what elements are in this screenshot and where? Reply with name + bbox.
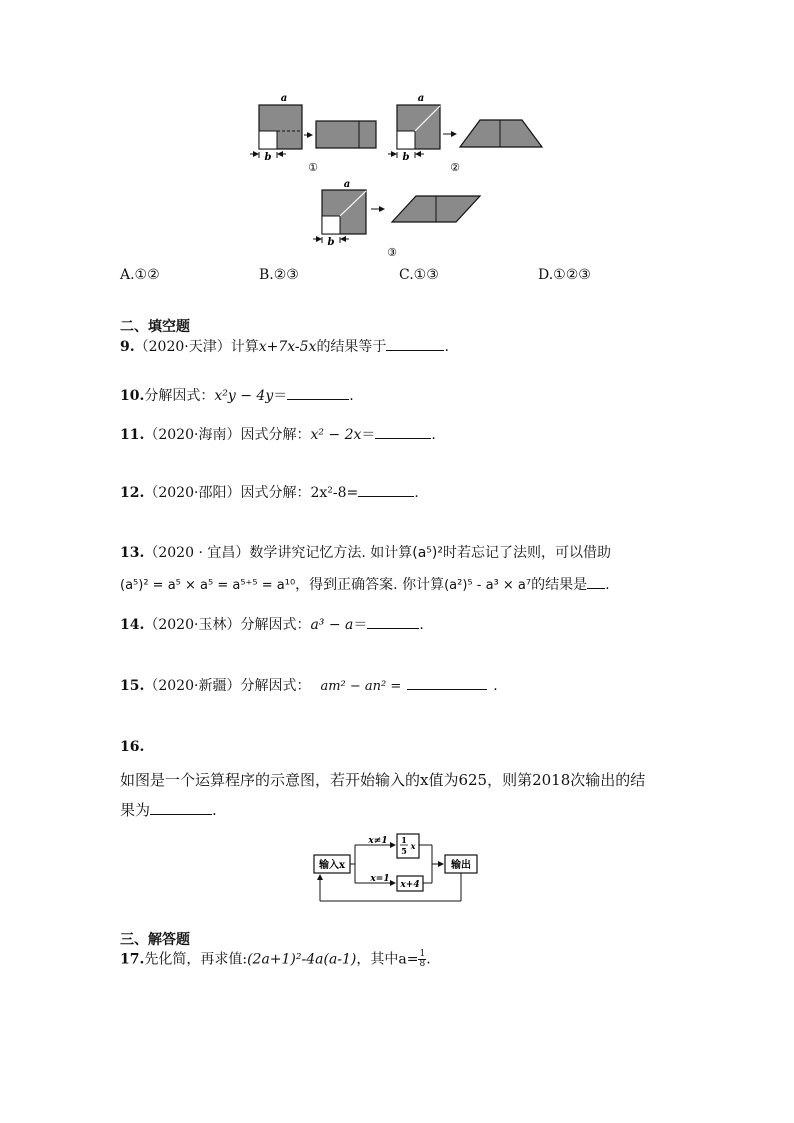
q13-line2-expression: (a⁵)² = a⁵ × a⁵ = a⁵⁺⁵ = a¹⁰ bbox=[120, 578, 296, 593]
question-13-line2: (a⁵)² = a⁵ × a⁵ = a⁵⁺⁵ = a¹⁰，得到正确答案. 你计算(a²)⁵ - a³ × a⁷的结果是 . bbox=[120, 574, 610, 595]
fig3-number: ③ bbox=[387, 246, 397, 259]
section-fill-blank-title: 二、填空题 bbox=[120, 319, 190, 335]
flow-bottom-label: x+4 bbox=[400, 880, 420, 890]
q10-number: 10. bbox=[120, 388, 145, 404]
choice-d: D.①②③ bbox=[538, 267, 591, 283]
fig2-label-b: b bbox=[402, 152, 410, 163]
q13-answer-blank[interactable] bbox=[587, 574, 605, 589]
cutting-figures bbox=[0, 0, 794, 270]
q12-text: （2020·邵阳）因式分解： bbox=[144, 485, 311, 501]
flow-top-num: 1 bbox=[401, 835, 407, 845]
fig1-label-a: a bbox=[280, 93, 288, 104]
q11-text: （2020·海南）因式分解： bbox=[144, 427, 311, 443]
q16-line2: 果为 bbox=[120, 801, 151, 819]
question-15: 15.（2020·新疆）分解因式： am² − an² = . bbox=[120, 675, 498, 696]
q16-number: 16. bbox=[120, 739, 145, 755]
q14-answer-blank[interactable] bbox=[367, 614, 419, 629]
section-answer-title: 三、解答题 bbox=[120, 932, 190, 948]
q13-line1-expression: (a⁵)² bbox=[412, 545, 443, 561]
q12-expression: 2x²-8= bbox=[310, 485, 359, 501]
q16-line1: 如图是一个运算程序的示意图，若开始输入的x值为625，则第2018次输出的结 bbox=[120, 771, 646, 789]
fig1-label-b: b bbox=[264, 152, 272, 163]
flowchart bbox=[300, 825, 500, 910]
figure-3 bbox=[313, 179, 480, 259]
fig1-number: ① bbox=[308, 161, 318, 174]
question-14: 14.（2020·玉林）分解因式：a³ − a＝ . bbox=[120, 614, 424, 634]
question-17: 17.先化简，再求值:(2a+1)²-4a(a-1)，其中a= $\frac{1}{8}$ . bbox=[120, 949, 431, 969]
q11-answer-blank[interactable] bbox=[375, 424, 431, 439]
q17-mid: ，其中a= bbox=[356, 951, 419, 968]
q12-number: 12. bbox=[120, 485, 145, 501]
flow-output-label: 输出 bbox=[451, 860, 471, 871]
q13-line1-b: 时若忘记了法则，可以借助 bbox=[442, 545, 611, 561]
choice-a: A.①② bbox=[120, 267, 160, 283]
question-11: 11.（2020·海南）因式分解：x² − 2x＝ . bbox=[120, 424, 436, 444]
question-9: 9.（2020·天津）计算x+7x-5x的结果等于 . bbox=[120, 336, 449, 356]
flow-top-den: 5 bbox=[401, 846, 407, 856]
fig2-number: ② bbox=[450, 161, 460, 174]
flow-cond-top: x≠1 bbox=[368, 836, 388, 846]
q12-answer-blank[interactable] bbox=[358, 482, 414, 497]
q15-number: 15. bbox=[120, 678, 145, 694]
flow-input-label: 输入x bbox=[319, 860, 345, 871]
q9-text: （2020·天津）计算 bbox=[134, 339, 259, 355]
q17-text: 先化简，再求值: bbox=[144, 951, 248, 968]
figure-2 bbox=[388, 93, 542, 174]
q15-text: （2020·新疆）分解因式： bbox=[144, 678, 311, 694]
q10-answer-blank[interactable] bbox=[287, 385, 349, 400]
q17-number: 17. bbox=[120, 951, 145, 968]
question-13 bbox=[120, 544, 611, 562]
q14-text: （2020·玉林）分解因式： bbox=[144, 617, 311, 633]
q13-number: 13. bbox=[120, 545, 145, 561]
fig3-label-b: b bbox=[327, 237, 335, 248]
q13-line2-a: ，得到正确答案. 你计算 bbox=[295, 577, 445, 593]
q13-line1-a: （2020 · 宜昌）数学讲究记忆方法. 如计算 bbox=[144, 545, 413, 561]
q16-answer-blank[interactable] bbox=[150, 800, 212, 815]
q15-expression: am² − an² = bbox=[320, 679, 402, 694]
question-16-line2: 果为 . bbox=[120, 801, 217, 819]
q17-fraction: $\frac{1}{8}$ bbox=[419, 949, 426, 969]
q10-expression: x²y − 4y bbox=[214, 388, 274, 404]
q11-expression: x² − 2x bbox=[310, 427, 362, 443]
q13-line2-expression2: (a²)⁵ - a³ × a⁷ bbox=[444, 578, 532, 593]
question-10: 10.分解因式：x²y − 4y＝ . bbox=[120, 385, 354, 405]
q11-number: 11. bbox=[120, 427, 145, 443]
choice-c: C.①③ bbox=[399, 267, 439, 283]
flow-cond-bottom: x=1 bbox=[370, 874, 390, 884]
question-12: 12.（2020·邵阳）因式分解：2x²-8= . bbox=[120, 482, 419, 502]
flow-top-var: x bbox=[410, 841, 416, 851]
fig3-label-a: a bbox=[343, 179, 351, 190]
q9-expression: x+7x-5x bbox=[258, 339, 317, 355]
q14-number: 14. bbox=[120, 617, 145, 633]
q9-answer-blank[interactable] bbox=[386, 336, 444, 351]
choice-b: B.②③ bbox=[259, 267, 299, 283]
fig2-label-a: a bbox=[417, 93, 425, 104]
q9-tail: 的结果等于 bbox=[316, 339, 387, 355]
q9-number: 9. bbox=[120, 339, 135, 355]
q10-text: 分解因式： bbox=[144, 388, 215, 404]
figure-1 bbox=[250, 93, 376, 174]
q14-expression: a³ − a bbox=[310, 617, 354, 633]
q13-line2-b: 的结果是 bbox=[531, 577, 588, 593]
q15-answer-blank[interactable] bbox=[407, 675, 487, 690]
q17-expression: (2a+1)²-4a(a-1) bbox=[247, 951, 357, 968]
